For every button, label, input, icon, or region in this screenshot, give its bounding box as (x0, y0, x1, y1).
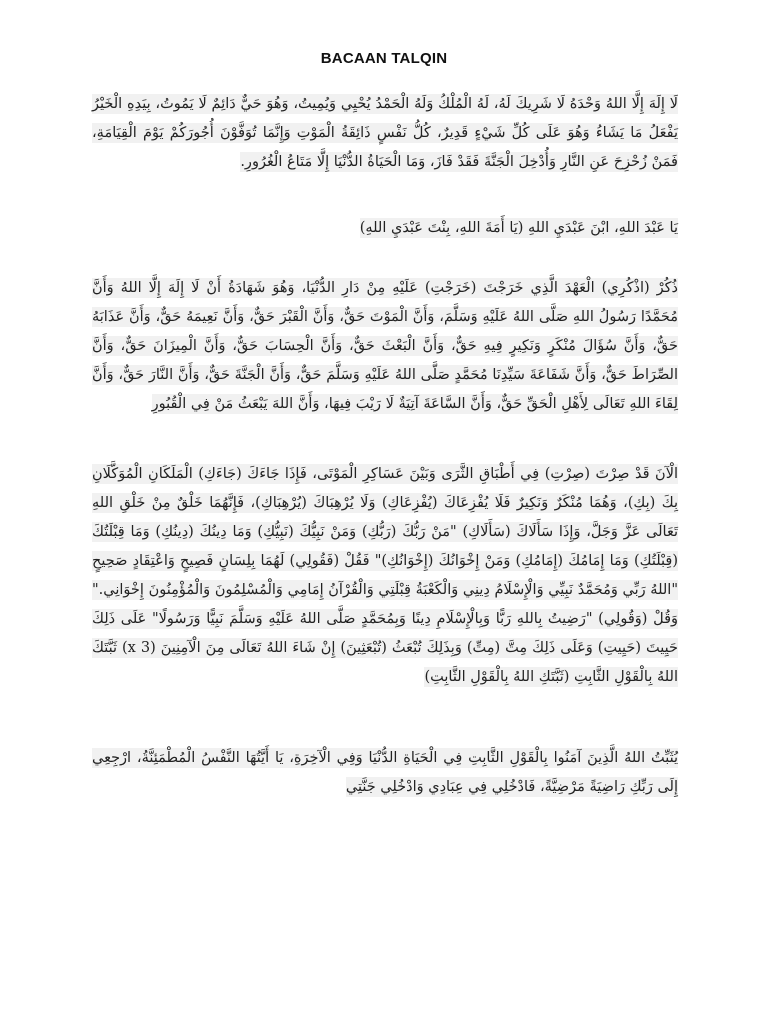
paragraph-calling-name (92, 214, 678, 243)
paragraph-questions-in-grave (92, 460, 678, 692)
paragraph-closing-verse (92, 744, 678, 802)
paragraph-text: لَا إِلَهَ إِلَّا اللهُ وَحْدَهُ لَا شَرِيكَ لَهُ، لَهُ الْمُلْكُ وَلَهُ الْحَمْدُ يُحْيِي وَيُمِيتُ، وَهُوَ حَيٌّ دَائِمٌ لَا يَمُوتُ، بِيَدِهِ الْخَيْرُ يَفْعَلُ مَا يَشَاءُ وَهُوَ عَلَى كُلِّ شَيْءٍ قَدِيرٌ، كُلُّ نَفْسٍ ذَائِقَةُ الْمَوْتِ وَإِنَّمَا تُوَفَّوْنَ أُجُورَكُمْ يَوْمَ الْقِيَامَةِ، فَمَنْ زُحْزِحَ عَنِ النَّارِ وَأُدْخِلَ الْجَنَّةَ فَقَدْ فَازَ، وَمَا الْحَيَاةُ الدُّنْيَا إِلَّا مَتَاعُ الْغُرُورِ. (92, 96, 678, 170)
paragraph-text: الْآنَ قَدْ صِرْتَ (صِرْتِ) فِي أَطْبَاقِ الثَّرَى وَبَيْنَ عَسَاكِرِ الْمَوْتَى، فَإِذَا جَاءَكَ (جَاءَكِ) الْمَلَكَانِ الْمُوَكَّلَانِ بِكَ (بِكِ)، وَهُمَا مُنْكَرٌ وَنَكِيرٌ فَلَا يُفْزِعَاكَ (يُفْزِعَاكِ) وَلَا يُرْهِبَاكَ (يُرْهِبَاكِ)، فَإِنَّهُمَا خَلْقٌ مِنْ خَلْقِ اللهِ تَعَالَى عَزَّ وَجَلَّ، وَإِذَا سَأَلَاكَ (سَأَلَاكِ) "مَنْ رَبُّكَ (رَبُّكِ) وَمَنْ نَبِيُّكَ (نَبِيُّكِ) وَمَا دِينُكَ (دِينُكِ) وَمَا قِبْلَتُكَ (قِبْلَتُكِ) وَمَا إِمَامُكَ (إِمَامُكِ) وَمَنْ إِخْوَانُكَ (إِخْوَانُكِ)" فَقُلْ (فَقُولِي) لَهُمَا بِلِسَانٍ فَصِيحٍ وَاعْتِقَادٍ صَحِيحٍ "اللهُ رَبِّي وَمُحَمَّدٌ نَبِيِّي وَالْإِسْلَامُ دِينِي وَالْكَعْبَةُ قِبْلَتِي وَالْقُرْآنُ إِمَامِي وَالْمُسْلِمُونَ وَالْمُؤْمِنُونَ إِخْوَانِي." وَقُلْ (وَقُولِي) "رَضِيتُ بِاللهِ رَبًّا وَبِالْإِسْلَامِ دِينًا وَبِمُحَمَّدٍ صَلَّى اللهُ عَلَيْهِ وَسَلَّمَ نَبِيًّا وَرَسُولًا" عَلَى ذَلِكَ حَيِيتَ (حَيِيتِ) وَعَلَى ذَلِكَ مِتَّ (مِتِّ) وَبِذَلِكَ تُبْعَثُ (تُبْعَثِينَ) إِنْ شَاءَ اللهُ تَعَالَى مِنَ الْآمِنِينَ (3 x) ثَبَّتَكَ اللهُ بِالْقَوْلِ الثَّابِتِ (ثَبَّتَكِ اللهُ بِالْقَوْلِ الثَّابِتِ) (92, 466, 679, 685)
paragraph-text: يُثَبِّتُ اللهُ الَّذِينَ آمَنُوا بِالْقَوْلِ الثَّابِتِ فِي الْحَيَاةِ الدُّنْيَا وَفِي الْآخِرَةِ، يَا أَيَّتُهَا النَّفْسُ الْمُطْمَئِنَّةُ، ارْجِعِي إِلَى رَبِّكِ رَاضِيَةً مَرْضِيَّةً، فَادْخُلِي فِي عِبَادِي وَادْخُلِي جَنَّتِي (92, 750, 678, 795)
paragraph-remember-covenant (92, 274, 678, 419)
paragraph-text: ذُكُرْ (اذْكُرِي) الْعَهْدَ الَّذِي خَرَجْتَ (خَرَجْتِ) عَلَيْهِ مِنْ دَارِ الدُّنْيَا، وَهُوَ شَهَادَةُ أَنْ لَا إِلَهَ إِلَّا اللهُ وَأَنَّ مُحَمَّدًا رَسُولُ اللهِ صَلَّى اللهُ عَلَيْهِ وَسَلَّمَ، وَأَنَّ الْمَوْتَ حَقٌّ، وَأَنَّ الْقَبْرَ حَقٌّ، وَأَنَّ نَعِيمَهُ حَقٌّ، وَأَنَّ عَذَابَهُ حَقٌّ، وَأَنَّ سُؤَالَ مُنْكَرٍ وَنَكِيرٍ فِيهِ حَقٌّ، وَأَنَّ الْبَعْثَ حَقٌّ، وَأَنَّ الْحِسَابَ حَقٌّ، وَأَنَّ الْمِيزَانَ حَقٌّ، وَأَنَّ الصِّرَاطَ حَقٌّ، وَأَنَّ شَفَاعَةَ سَيِّدِنَا مُحَمَّدٍ صَلَّى اللهُ عَلَيْهِ وَسَلَّمَ حَقٌّ، وَأَنَّ الْجَنَّةَ حَقٌّ، وَأَنَّ النَّارَ حَقٌّ، وَأَنَّ لِقَاءَ اللهِ تَعَالَى لِأَهْلِ الْحَقِّ حَقٌّ، وَأَنَّ السَّاعَةَ آتِيَةٌ لَا رَيْبَ فِيهَا، وَأَنَّ اللهَ يَبْعَثُ مَنْ فِي الْقُبُورِ (92, 280, 678, 412)
paragraph-tahlil (92, 90, 678, 177)
paragraph-text: يَا عَبْدَ اللهِ، ابْنَ عَبْدَيِ اللهِ (يَا أَمَةَ اللهِ، بِنْتَ عَبْدَيِ اللهِ) (359, 220, 678, 236)
document-title: BACAAN TALQIN (320, 50, 448, 67)
